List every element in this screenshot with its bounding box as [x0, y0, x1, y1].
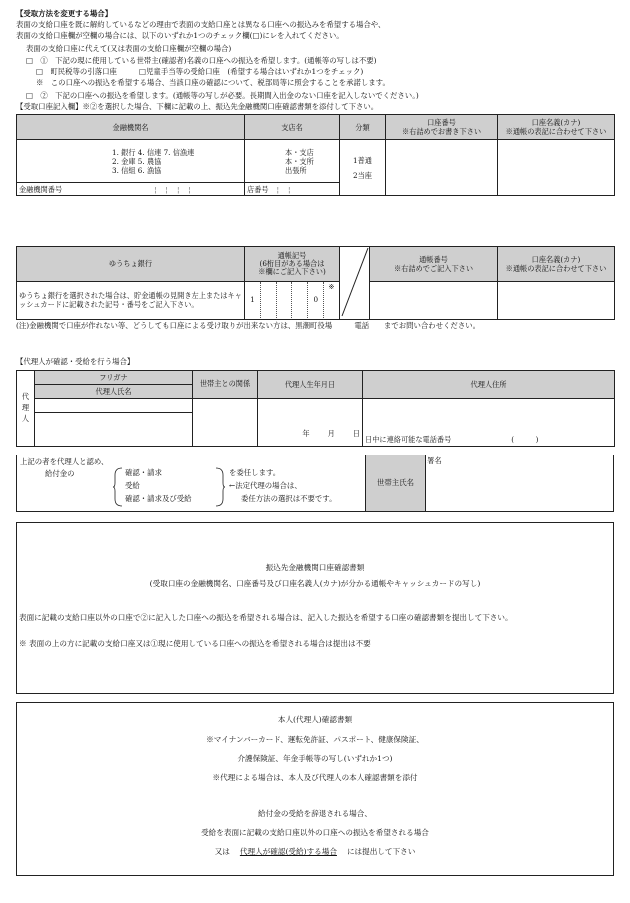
bank-types-line1: 1. 銀行 4. 信連 7. 信漁連	[112, 147, 195, 157]
branch-types-line1: 本・支店	[285, 147, 314, 157]
yucho-digit-1: 1	[245, 282, 261, 318]
legal-note1: ←法定代理の場合は、	[229, 481, 302, 490]
birthdate-header: 代理人生年月日	[258, 371, 363, 399]
id-docs-line1: ※マイナンバーカード、運転免許証、パスポート、健康保険証、	[206, 735, 424, 744]
yucho-symbol-note1: (6桁目がある場合は	[259, 258, 325, 268]
bank-types-line2: 2. 金庫 5. 農協	[112, 156, 162, 166]
yucho-holder-note: ※通帳の表記に合わせて下さい	[505, 263, 607, 273]
option1-sub-checkboxes[interactable]: □ 町民税等の引落口座 □児童手当等の受給口座 (希望する場合はいずれか1つをチェック)	[36, 67, 364, 76]
holder-name-input[interactable]	[498, 140, 615, 196]
relation-input[interactable]	[193, 399, 258, 447]
yucho-divider-cell	[340, 247, 370, 320]
address-header: 代理人住所	[363, 371, 615, 399]
change-intro-line1: 表面の支給口座を既に解約しているなどの理由で表面の支給口座とは異なる口座への振込みを希望する場合や、	[16, 20, 386, 29]
bank-docs-subtitle: (受取口座の金融機関名、口座番号及び口座名義人(カナ)が分かる通帳やキャッシュカードの写し)	[149, 579, 481, 588]
bank-docs-box	[16, 522, 614, 694]
yucho-number-label: 通帳番号	[419, 254, 448, 264]
benefit-label: 給付金の	[45, 469, 75, 478]
account-number-input[interactable]	[386, 140, 498, 196]
id-docs-line6-suffix: には提出して下さい	[346, 847, 416, 856]
account-number-header-note: ※右詰めでお書き下さい	[401, 127, 482, 136]
id-docs-title: 本人(代理人)確認書類	[277, 715, 353, 724]
daytime-phone-label: 日中に連絡可能な電話番号	[365, 435, 452, 444]
agent-section-heading: 【代理人が確認・受給を行う場合】	[16, 357, 135, 366]
agent-side-label-2: 理	[21, 403, 30, 413]
right-brace-icon	[215, 467, 225, 507]
legal-note2: 委任方法の選択は不要です。	[241, 494, 337, 503]
branch-types-line2: 本・支所	[285, 156, 314, 166]
option1-note: ※ この口座への振込を希望する場合、当該口座の確認について、税部局等に照会することを承諾します。	[36, 78, 390, 87]
holder-name-header-note: ※通帳の表記に合わせて下さい	[505, 127, 607, 136]
yucho-symbol-input[interactable]	[245, 281, 340, 319]
branch-type-options[interactable]	[245, 140, 340, 183]
bank-docs-para2: ※ 表面の上の方に記載の支給口座又は①現に使用している口座への振込を希望される場合は提出は不要	[19, 639, 371, 648]
yucho-number-input[interactable]	[370, 281, 498, 319]
change-intro-line2: 表面の支給口座欄が空欄の場合には、以下のいずれか1つのチェック欄(□)にレを入れてください。	[16, 31, 344, 40]
id-docs-line6	[17, 847, 613, 857]
head-name-header: 世帯主氏名	[365, 455, 426, 511]
relation-header: 世帯主との関係	[193, 371, 258, 399]
agent-name-header: 代理人氏名	[35, 385, 193, 399]
agent-side-label-3: 人	[21, 413, 30, 423]
yucho-number-header	[370, 247, 498, 282]
entrust-block	[16, 455, 614, 512]
id-docs-line6-agent: 代理人が確認(受給)する場合	[239, 847, 337, 856]
entrust-line1: 上記の者を代理人と認め、	[20, 457, 109, 466]
account-type-header: 分類	[340, 115, 386, 140]
option1-checkbox[interactable]: □ ① 下記の現に使用している世帯主(確認者)名義の口座への振込を希望します。(通帳等の写しは不要)	[26, 56, 377, 65]
branch-code-cell[interactable]: 店番号 ¦¦	[245, 183, 340, 196]
account-type-options[interactable]	[340, 140, 386, 196]
bank-docs-para1: 表面に記載の支給口座以外の口座で②に記入した口座への振込を希望される場合は、記入した振込を希望する口座の確認書類を提出して下さい。	[19, 613, 513, 622]
diagonal-slash-icon	[340, 247, 370, 317]
yucho-description: ゆうちょ銀行を選択された場合は、貯金通帳の見開き左上またはキャッシュカードに記載された記号・番号をご記入下さい。	[17, 281, 245, 319]
month-label: 月	[327, 429, 335, 438]
agent-side-label	[17, 371, 35, 447]
bank-code-label: 金融機関番号	[19, 184, 63, 194]
holder-name-header	[498, 115, 615, 140]
account-section-heading: 【受取口座記入欄】※②を選択した場合、下欄に記載の上、振込先金融機関口座確認書類を添付して下さい。	[16, 102, 379, 111]
branch-name-header: 支店名	[245, 115, 340, 140]
choice-receive[interactable]: 受給	[125, 481, 140, 490]
furigana-header: フリガナ	[35, 371, 193, 385]
agent-side-label-1: 代	[21, 392, 30, 402]
head-name-input[interactable]	[425, 455, 613, 511]
id-docs-line3: ※代理による場合は、本人及び代理人の本人確認書類を添付	[212, 773, 418, 782]
yucho-holder-input[interactable]	[498, 281, 615, 319]
birthdate-input[interactable]	[258, 399, 363, 447]
id-docs-box	[16, 702, 614, 876]
branch-types-line3: 出張所	[285, 165, 307, 175]
yucho-holder-header	[498, 247, 615, 282]
choice-both[interactable]: 確認・請求及び受給	[125, 494, 192, 503]
yucho-digit-0: 0	[308, 282, 324, 318]
account-note: (注)金融機関で口座が作れない等、どうしても口座による受け取りが出来ない方は、黒潮町役場 電話 までお問い合わせください。	[16, 321, 480, 330]
furigana-input[interactable]	[35, 399, 193, 413]
bank-docs-title: 振込先金融機関口座確認書類	[265, 563, 365, 572]
bank-types-line3: 3. 信組 6. 漁協	[112, 165, 162, 175]
id-docs-line2: 介護保険証、年金手帳等の写し(いずれか1つ)	[237, 754, 393, 763]
yucho-symbol-note2: ※欄にご記入下さい)	[258, 267, 326, 277]
entrust-text: を委任します。	[229, 468, 281, 477]
id-docs-line6-prefix: 又は	[214, 847, 230, 856]
yucho-bank-header: ゆうちょ銀行	[17, 247, 245, 282]
phone-paren: ( )	[511, 435, 539, 444]
change-section-heading: 【受取方法を変更する場合】	[16, 9, 113, 18]
left-brace-icon	[113, 467, 123, 507]
yucho-symbol-label: 通帳記号	[277, 250, 307, 260]
yucho-account-table	[16, 246, 615, 320]
agent-table	[16, 370, 615, 447]
yucho-star-cell[interactable]: ※	[328, 282, 335, 292]
year-label: 年	[302, 429, 310, 438]
bank-name-header: 金融機関名	[17, 115, 245, 140]
day-label: 日	[352, 429, 360, 438]
instead-line: 表面の支給口座に代えて(又は表面の支給口座欄が空欄の場合)	[26, 44, 232, 53]
account-number-header-label: 口座番号	[427, 118, 456, 127]
branch-code-label: 店番号	[247, 184, 269, 194]
option2-checkbox[interactable]: □ ② 下記の口座への振込を希望します。(通帳等の写しが必要。長期間入出金のない口座を記入しないでください。)	[26, 91, 419, 100]
holder-name-header-label: 口座名義(カナ)	[531, 118, 581, 127]
account-type-1: 1普通	[353, 155, 372, 165]
yucho-holder-label: 口座名義(カナ)	[531, 254, 581, 264]
bank-type-options[interactable]	[17, 140, 245, 183]
bank-account-table	[16, 114, 615, 196]
address-input[interactable]	[363, 399, 615, 447]
id-docs-line4: 給付金の受給を辞退される場合、	[258, 809, 372, 818]
account-type-2: 2当座	[353, 170, 372, 180]
choice-confirm-request[interactable]: 確認・請求	[125, 468, 162, 477]
yucho-symbol-header	[245, 247, 340, 282]
signature-label: 署名	[427, 456, 442, 465]
account-number-header	[386, 115, 498, 140]
id-docs-line5: 受給を表面に記載の支給口座以外の口座への振込を希望される場合	[201, 828, 429, 837]
yucho-number-note: ※右詰めでご記入下さい	[393, 263, 474, 273]
agent-name-input[interactable]	[35, 413, 193, 447]
bank-code-cell[interactable]: 金融機関番号 ¦¦¦¦	[17, 183, 245, 196]
